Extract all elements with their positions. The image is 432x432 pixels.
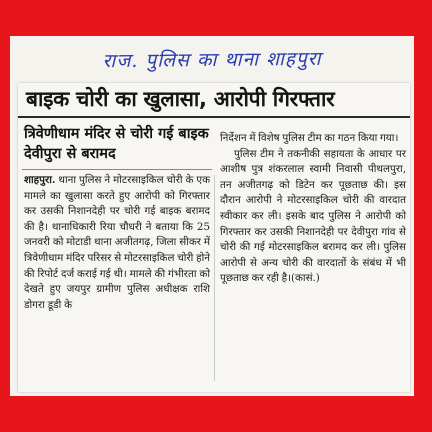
article-headline: बाइक चोरी का खुलासा, आरोपी गिरफ्तार bbox=[26, 87, 335, 111]
article-body-left: थाना पुलिस ने मोटरसाइकिल चोरी के एक मामले का खुलासा करते हुए आरोपी को गिरफ्तार कर उसकी निशानदेही पर चोरी गई बाइक बरामद की है। थानाधिकारी रिया चौधरी ने बताया कि 25 जनवरी को मोटाडी थाना अजीतगढ़, जिला सीकर में त्रिवेणीधाम मंदिर परिसर से मोटरसाइकिल चोरी होने की रिपोर्ट दर्ज कराई गई थी। मामले की गंभीरता को देखते हुए जयपुर ग्रामीण पुलिस अधीक्षक राशि डोगरा डूडी के bbox=[24, 174, 211, 311]
column-divider bbox=[214, 175, 215, 381]
article-column-right bbox=[220, 131, 406, 287]
article-subheadline: त्रिवेणीधाम मंदिर से चोरी गई बाइक देवीपुरा से बरामद bbox=[24, 126, 209, 162]
article-body-right-p2: पुलिस टीम ने तकनीकी सहायता के आधार पर आशीष पुत्र शंकरलाल स्वामी निवासी पीथलपुरा, तन अजीतगढ़ को डिटेन कर पूछताछ की। इस दौरान आरोपी ने मोटरसाइकिल चोरी की वारदात स्वीकार कर ली। इसके बाद पुलिस ने आरोपी को गिरफ्तार कर उसकी निशानदेही पर देवीपुरा गांव से चोरी की गई मोटरसाइकिल बरामद कर ली। पुलिस आरोपी से अन्य चोरी की वारदातों के संबंध में भी पूछताछ कर रही है।(कासं.) bbox=[220, 147, 406, 285]
clipping-board bbox=[10, 36, 414, 396]
article-column-left bbox=[24, 173, 210, 313]
article-dateline: शाहपुरा. bbox=[24, 174, 56, 186]
newspaper-clipping bbox=[18, 83, 410, 392]
headline-divider bbox=[18, 116, 410, 118]
subheadline-divider bbox=[22, 169, 212, 170]
article-body-right-p1: निर्देशन में विशेष पुलिस टीम का गठन किया गया। bbox=[220, 132, 399, 144]
handwritten-station-note: राज. पुलिस का थाना शाहपुरा bbox=[102, 47, 322, 73]
